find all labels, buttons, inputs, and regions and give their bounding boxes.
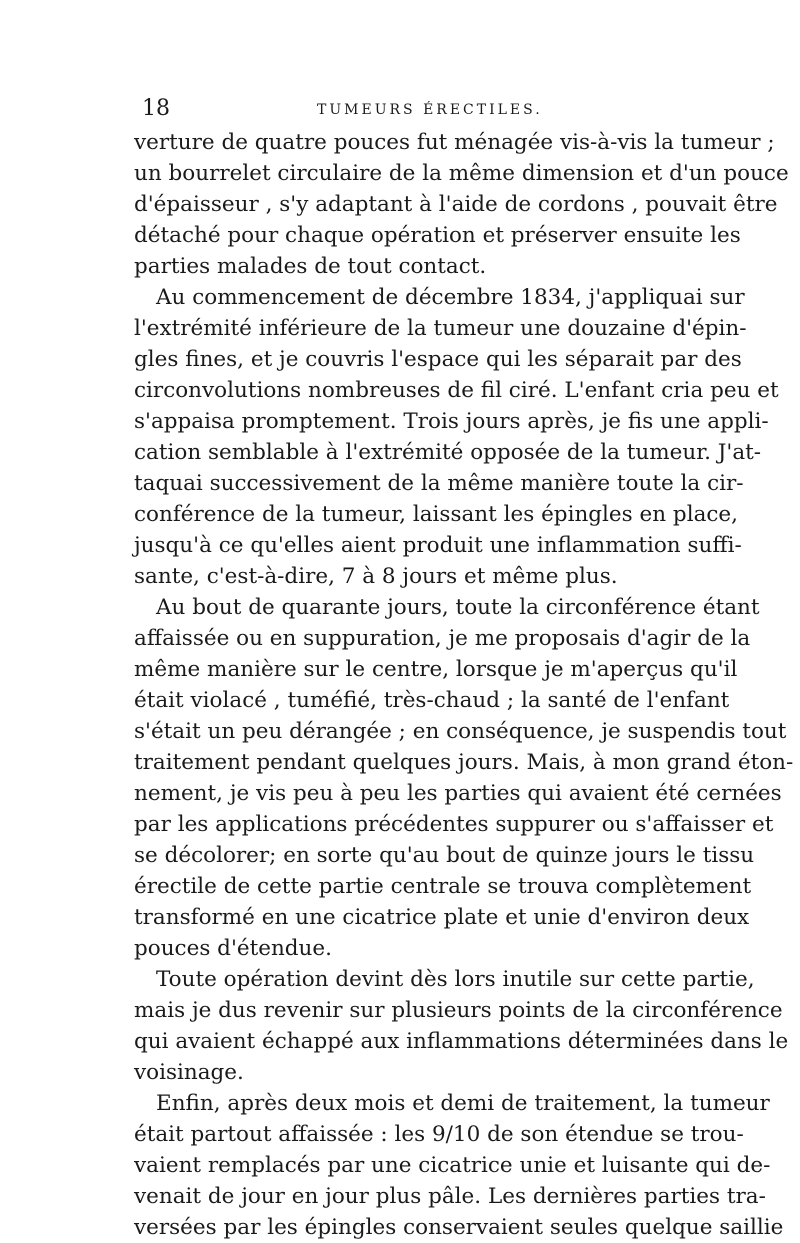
text-line: nement, je vis peu à peu les parties qui avaient été cernées bbox=[134, 781, 782, 806]
text-line: conférence de la tumeur, laissant les épingles en place, bbox=[134, 502, 738, 527]
text-line: circonvolutions nombreuses de fil ciré. L'enfant cria peu et bbox=[134, 378, 779, 403]
paragraph-first-line: Toute opération devint dès lors inutile sur cette partie, bbox=[156, 967, 755, 992]
text-line: transformé en une cicatrice plate et unie d'environ deux bbox=[134, 905, 750, 930]
text-line: érectile de cette partie centrale se trouva complètement bbox=[134, 874, 752, 899]
text-line: gles fines, et je couvris l'espace qui les séparait par des bbox=[134, 347, 742, 372]
text-line: l'extrémité inférieure de la tumeur une douzaine d'épin- bbox=[134, 316, 747, 341]
text-line: par les applications précédentes suppurer ou s'affaisser et bbox=[134, 812, 774, 837]
text-line: vaient remplacés par une cicatrice unie et luisante qui de- bbox=[134, 1153, 771, 1178]
text-line: cation semblable à l'extrémité opposée de la tumeur. J'at- bbox=[134, 440, 762, 465]
text-line: un bourrelet circulaire de la même dimension et d'un pouce bbox=[134, 161, 789, 186]
text-line: affaissée ou en suppuration, je me proposais d'agir de la bbox=[134, 626, 751, 651]
page-number: 18 bbox=[142, 96, 170, 121]
text-line: qui avaient échappé aux inflammations déterminées dans le bbox=[134, 1029, 789, 1054]
text-line: même manière sur le centre, lorsque je m'aperçus qu'il bbox=[134, 657, 738, 682]
paragraph-first-line: Au bout de quarante jours, toute la circonférence étant bbox=[156, 595, 760, 620]
paragraph-first-line: Enfin, après deux mois et demi de traitement, la tumeur bbox=[156, 1091, 770, 1116]
text-line: venait de jour en jour plus pâle. Les dernières parties tra- bbox=[134, 1184, 766, 1209]
paragraph-first-line: Au commencement de décembre 1834, j'appliquai sur bbox=[156, 285, 745, 310]
text-line: était violacé , tuméfié, très-chaud ; la santé de l'enfant bbox=[134, 688, 730, 713]
text-line: d'épaisseur , s'y adaptant à l'aide de cordons , pouvait être bbox=[134, 192, 778, 217]
text-line: mais je dus revenir sur plusieurs points de la circonférence bbox=[134, 998, 783, 1023]
text-line: taquai successivement de la même manière toute la cir- bbox=[134, 471, 744, 496]
text-line: verture de quatre pouces fut ménagée vis-à-vis la tumeur ; bbox=[134, 130, 775, 155]
text-line: voisinage. bbox=[134, 1060, 244, 1085]
text-line: versées par les épingles conservaient seules quelque saillie bbox=[134, 1215, 784, 1240]
text-line: s'appaisa promptement. Trois jours après, je fis une appli- bbox=[134, 409, 769, 434]
text-line: sante, c'est-à-dire, 7 à 8 jours et même plus. bbox=[134, 564, 618, 589]
text-line: parties malades de tout contact. bbox=[134, 254, 487, 279]
text-line: était partout affaissée : les 9/10 de son étendue se trou- bbox=[134, 1122, 744, 1147]
text-line: pouces d'étendue. bbox=[134, 936, 332, 961]
text-line: détaché pour chaque opération et préserver ensuite les bbox=[134, 223, 741, 248]
text-line: jusqu'à ce qu'elles aient produit une inflammation suffi- bbox=[134, 533, 742, 558]
text-line: se décolorer; en sorte qu'au bout de quinze jours le tissu bbox=[134, 843, 755, 868]
page-header bbox=[142, 96, 667, 126]
text-line: s'était un peu dérangée ; en conséquence, je suspendis tout bbox=[134, 719, 787, 744]
text-line: traitement pendant quelques jours. Mais, à mon grand éton- bbox=[134, 750, 794, 775]
running-title: TUMEURS ÉRECTILES. bbox=[317, 102, 543, 118]
